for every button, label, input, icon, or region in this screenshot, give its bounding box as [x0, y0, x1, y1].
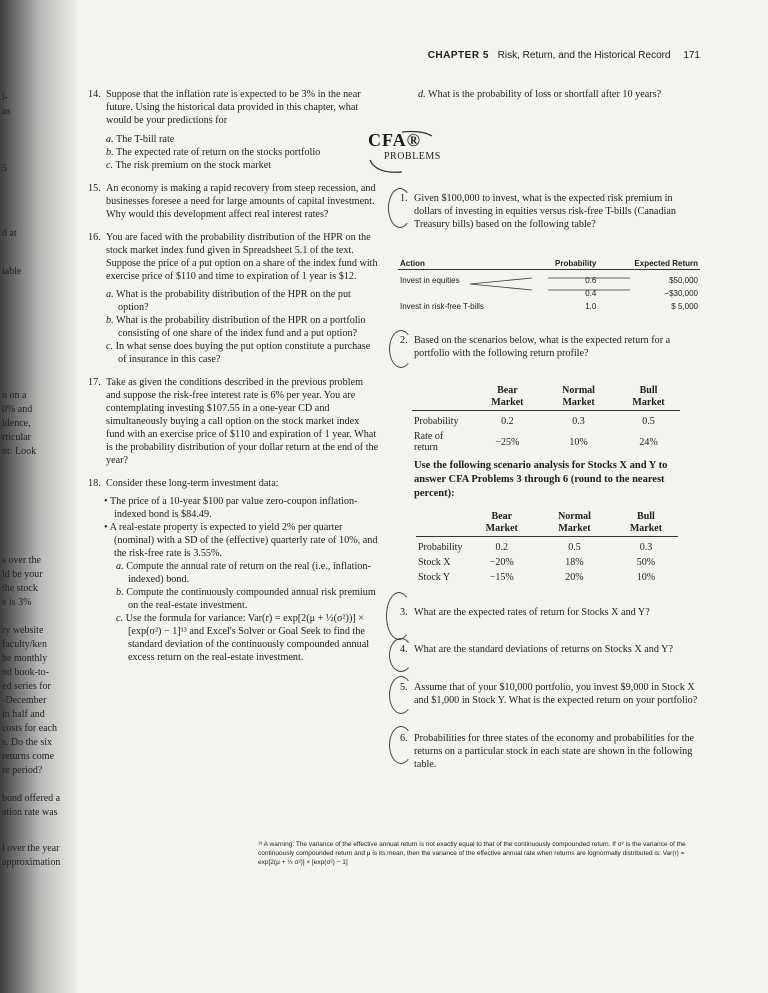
sub-item-text: The expected rate of return on the stocks portfolio	[116, 147, 321, 158]
gutter-text: in half and	[2, 709, 45, 720]
gutter-text: l-	[2, 92, 9, 103]
table-cell: 0.2	[495, 542, 509, 553]
cfa-problem-1	[400, 192, 700, 231]
table-cell: 10%	[636, 572, 656, 583]
bullet-item: • A real-estate property is expected to yield 2% per quarter (nominal) with a SD of the (effective) quarterly rate of 10%, and the risk-free rate is 3.55%.	[104, 522, 378, 559]
table-cell: Stock Y	[418, 572, 451, 583]
table-cell: $ 5,000	[671, 302, 698, 311]
scenario-instruction: Use the following scenario analysis for Stocks X and Y to answer CFA Problems 3 through 6 (round to the nearest percent):	[414, 460, 668, 499]
problem-text: Assume that of your $10,000 portfolio, you invest $9,000 in Stock X and $1,000 in Stock Y. What is the expected return on your portfolio?	[414, 682, 698, 706]
table-cell: Probability	[418, 542, 463, 553]
table-cell: −25%	[495, 436, 520, 448]
gutter-text: 5	[2, 163, 7, 174]
table-row	[416, 570, 678, 585]
gutter-text: bond offered a	[2, 793, 61, 804]
problem-text: What are the expected rates of return for Stocks X and Y?	[414, 607, 650, 618]
sub-item: c. The risk premium on the stock market	[106, 160, 272, 171]
table-cell: 24%	[639, 436, 658, 448]
sub-item-text: Compute the continuously compounded annual risk premium on the real-estate investment.	[126, 587, 376, 611]
gutter-text: idence,	[2, 418, 31, 429]
cfa-swoosh-icon	[362, 128, 442, 178]
gutter-text: as	[2, 106, 11, 117]
question-14	[88, 88, 380, 172]
table-row	[416, 537, 678, 556]
problem-text: Given $100,000 to invest, what is the expected risk premium in dollars of investing in equities versus risk-free T-bills (Canadian Treasury bills) based on the following table?	[414, 193, 676, 230]
page-number: 171	[683, 50, 700, 61]
handwritten-circle	[386, 592, 412, 640]
handwritten-circle	[389, 726, 413, 764]
sub-item-text: Compute the annual rate of return on the real (i.e., inflation-indexed) bond.	[126, 561, 371, 585]
cfa-problem-2	[400, 334, 700, 360]
table-cell: 0.3	[639, 542, 653, 553]
sub-item-text: What is the probability distribution of the HPR on the put option?	[116, 289, 351, 313]
cfa-problem-4	[400, 643, 700, 656]
table-cell: −20%	[489, 557, 514, 568]
gutter-text: ld be your	[2, 569, 43, 580]
table-cell: 0.6	[585, 276, 597, 285]
question-d	[400, 88, 700, 101]
table-cell: Rate of return	[414, 431, 444, 453]
table-cell: −15%	[489, 572, 514, 583]
table-header: Bull Market	[617, 384, 680, 411]
cfa-logo: CFA®	[368, 130, 422, 150]
problem-text: Based on the scenarios below, what is the expected return for a portfolio with the following return profile?	[414, 335, 671, 359]
sub-item: d. What is the probability of loss or shortfall after 10 years?	[418, 89, 662, 100]
table-header	[412, 384, 475, 411]
question-number: 18.	[88, 478, 101, 489]
gutter-text: faculty/ken	[2, 639, 47, 650]
sub-item: a. Compute the annual rate of return on the real (i.e., inflation-indexed) bond.	[116, 561, 371, 585]
question-text: An economy is making a rapid recovery from steep recession, and businesses foresee a need for large amounts of capital investment. Why would this development affect real interest rates?	[106, 183, 376, 220]
table-header: Expected Return	[598, 258, 700, 270]
sub-item-text: What is the probability distribution of the HPR on a portfolio consisting of one share of the index fund and a put option?	[116, 315, 366, 339]
bullet-item: • The price of a 10-year $100 par value zero-coupon inflation-indexed bond is $84.49.	[104, 496, 358, 520]
table-row	[412, 429, 680, 455]
table-cell: 10%	[569, 436, 588, 448]
footnote: ¹³ A warning: The variance of the effective annual return is not exactly equal to that of the continuously compounded return. If σ² is the variance of the continuously compounded return and μ is its mean, then the variance of the effective annual rate when returns are lognormally distributed is: Var(r) = exp[2(μ + ½ σ²)] × [exp(σ²) − 1]	[258, 841, 686, 866]
gutter-text: costs for each	[2, 723, 57, 734]
sub-item: a. What is the probability distribution of the HPR on the put option?	[106, 289, 351, 313]
table-cell: 0.2	[501, 416, 514, 427]
gutter-text: ed series for	[2, 681, 51, 692]
table-header-row	[416, 510, 678, 537]
problem-number: 3.	[400, 607, 408, 618]
chapter-label: CHAPTER 5	[427, 50, 489, 61]
sub-item: c. Use the formula for variance: Var(r) = exp[2(μ + ½(σ²))] × [exp(σ²) − 1]¹³ and Excel's Solver or Goal Seek to find the standard deviation of the continuously compounded annual excess return on the real-estate investment.	[116, 613, 370, 663]
problem-number: 5.	[400, 682, 408, 693]
sub-item: a. The T-bill rate	[106, 134, 175, 145]
bullet-text: A real-estate property is expected to yield 2% per quarter (nominal) with a SD of the (effective) quarterly rate of 10%, and the risk-free rate is 3.55%.	[109, 522, 378, 559]
running-header	[410, 50, 700, 61]
problem-number: 1.	[400, 193, 408, 204]
table-cell: 20%	[565, 572, 584, 583]
gutter-text: 0% and	[2, 404, 33, 415]
table-row	[416, 555, 678, 570]
gutter-text: re period?	[2, 765, 43, 776]
table-cell: −$30,000	[664, 289, 698, 298]
gutter-text: e is 3%	[2, 597, 32, 608]
table-cell: 0.4	[585, 289, 597, 298]
table-header: Bear Market	[475, 384, 540, 411]
gutter-text: l over the year	[2, 843, 60, 854]
table-cell: 1.0	[585, 302, 597, 311]
gutter-text: ation rate was	[2, 807, 58, 818]
table-header: Bull Market	[614, 510, 678, 537]
handwritten-circle	[389, 638, 413, 672]
problem-number: 4.	[400, 644, 408, 655]
cfa-problem-6	[400, 732, 700, 771]
question-text: You are faced with the probability distribution of the HPR on the stock market index fund given in Spreadsheet 5.1 of the text. Suppose the price of a put option on a share of the index fund with exercise price of $110 and time to expiration of 1 year is $12.	[106, 232, 378, 282]
gutter-text: n on a	[2, 390, 27, 401]
sub-item: c. In what sense does buying the put option constitute a purchase of insurance in this case?	[106, 341, 371, 365]
bullet-text: The price of a 10-year $100 par value zero-coupon inflation-indexed bond is $84.49.	[109, 496, 358, 520]
gutter-text: ry website	[2, 625, 44, 636]
table-cell: Invest in equities	[400, 276, 460, 285]
gutter-text: the stock	[2, 583, 38, 594]
table-cell: 18%	[565, 557, 584, 568]
table-header-row	[398, 258, 700, 270]
sub-item: b. Compute the continuously compounded annual risk premium on the real-estate investment.	[116, 587, 376, 611]
question-17	[88, 376, 380, 467]
handwritten-circle	[389, 330, 413, 368]
sub-item-text: The T-bill rate	[116, 134, 175, 145]
portfolio-scenario-table	[412, 384, 680, 455]
gutter-text: rticular	[2, 432, 31, 443]
cfa-problem-5	[400, 681, 700, 707]
gutter-text: he monthly	[2, 653, 48, 664]
table-cell: Probability	[414, 416, 459, 427]
question-16	[88, 231, 380, 366]
gutter-text: approximation	[2, 857, 61, 868]
handwritten-circle	[388, 188, 412, 228]
sub-item-text: In what sense does buying the put option constitute a purchase of insurance in this case?	[115, 341, 371, 365]
table-cell: 0.5	[568, 542, 581, 553]
question-number: 14.	[88, 89, 101, 100]
sub-item-text: What is the probability of loss or shortfall after 10 years?	[428, 89, 662, 100]
handwritten-circle	[389, 676, 413, 714]
gutter-text: iable	[2, 266, 22, 277]
table-cell: 0.5	[642, 416, 655, 427]
problem-number: 2.	[400, 335, 408, 346]
table-row	[412, 411, 680, 430]
table-header: Bear Market	[468, 510, 535, 537]
table-header-row	[412, 384, 680, 411]
table-header: Probability	[530, 258, 598, 270]
cfa-problems-label: PROBLEMS	[384, 151, 441, 162]
table-header: Action	[398, 258, 530, 270]
question-18	[88, 477, 380, 664]
gutter-text: s over the	[2, 555, 41, 566]
gutter-text: d at	[2, 228, 17, 239]
table-header	[416, 510, 468, 537]
table-cell: 50%	[636, 557, 656, 568]
gutter-text: s. Do the six	[2, 737, 52, 748]
gutter-text: nt: Look	[2, 446, 37, 457]
question-text: Suppose that the inflation rate is expected to be 3% in the near future. Using the historical data provided in this chapter, what would be your predictions for	[106, 89, 361, 126]
problem-text: Probabilities for three states of the economy and probabilities for the returns on a particular stock in each state are shown in the following table.	[414, 733, 695, 770]
adjacent-page-gutter	[0, 0, 78, 993]
question-number: 17.	[88, 377, 101, 388]
question-text: Consider these long-term investment data:	[106, 478, 279, 489]
chapter-title: Risk, Return, and the Historical Record	[497, 50, 671, 61]
sub-item-text: Use the formula for variance: Var(r) = exp[2(μ + ½(σ²))] × [exp(σ²) − 1]¹³ and Excel's Solver or Goal Seek to find the standard deviation of the continuously compounded annual excess return on the real-estate investment.	[125, 613, 370, 663]
sub-item-text: The risk premium on the stock market	[115, 160, 272, 171]
question-number: 15.	[88, 183, 101, 194]
sub-item: b. The expected rate of return on the stocks portfolio	[106, 147, 321, 158]
table-header: Normal Market	[535, 510, 614, 537]
table-cell: 0.3	[572, 416, 585, 427]
gutter-text: -December	[2, 695, 47, 706]
decision-branch-lines	[470, 276, 700, 306]
question-15	[88, 182, 380, 221]
table-cell: Stock X	[418, 557, 451, 568]
gutter-text: returns come	[2, 751, 54, 762]
cfa-problem-3	[400, 606, 700, 619]
gutter-text: nd book-to-	[2, 667, 49, 678]
problem-number: 6.	[400, 733, 408, 744]
table-cell: Invest in risk-free T-bills	[400, 302, 484, 311]
table-header: Normal Market	[540, 384, 617, 411]
problem-text: What are the standard deviations of returns on Stocks X and Y?	[414, 644, 674, 655]
stock-scenario-table	[416, 510, 678, 585]
question-number: 16.	[88, 232, 101, 243]
left-column	[88, 88, 380, 664]
question-text: Take as given the conditions described in the previous problem and suppose the risk-free interest rate is 6% per year. You are contemplating investing $107.55 in a one-year CD and simultaneously buying a call option on the stock market index fund with an exercise price of $110 and expiration of 1 year. What is the probability distribution of your dollar return at the end of the year?	[106, 377, 379, 466]
sub-item: b. What is the probability distribution of the HPR on a portfolio consisting of one share of the index fund and a put option?	[106, 315, 366, 339]
table-cell: $50,000	[669, 276, 698, 285]
